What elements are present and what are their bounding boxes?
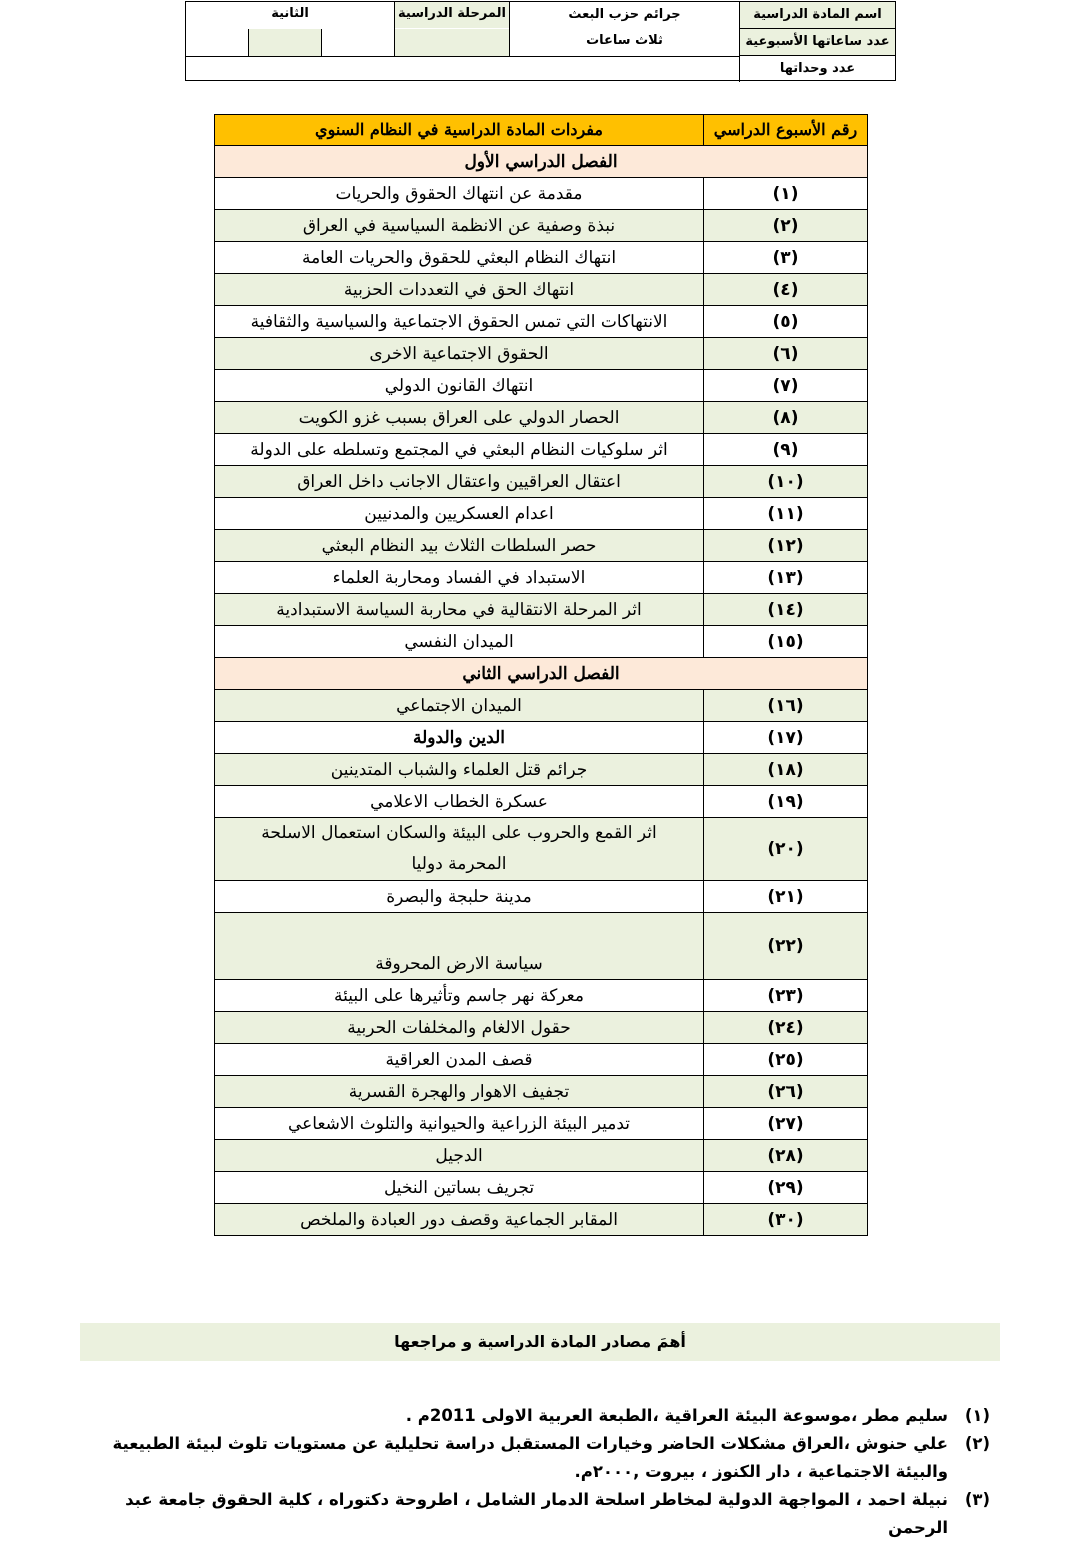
week-number: (١٣): [704, 562, 868, 594]
reference-number: (٣): [964, 1490, 990, 1509]
units-value: [249, 29, 321, 56]
week-number: (١٨): [704, 754, 868, 786]
week-number: (١٤): [704, 594, 868, 626]
week-number: (٧): [704, 370, 868, 402]
week-topic: تجريف بساتين النخيل: [215, 1172, 704, 1204]
week-column-header: رقم الأسبوع الدراسي: [704, 115, 868, 146]
week-topic: انتهاك القانون الدولي: [215, 370, 704, 402]
week-topic: اثر سلوكيات النظام البعثي في المجتمع وتسلطه على الدولة: [215, 434, 704, 466]
week-topic: اعتقال العراقيين واعتقال الاجانب داخل العراق: [215, 466, 704, 498]
week-number: (١): [704, 178, 868, 210]
week-topic: سياسة الارض المحروقة: [215, 913, 704, 980]
reference-item: [112, 1430, 990, 1486]
stage-label-fill: [395, 29, 509, 56]
reference-text: نبيلة احمد ، المواجهة الدولية لمخاطر اسلحة الدمار الشامل ، اطروحة دكتوراه ، كلية الحقوق جامعة عبد الرحمن: [125, 1490, 948, 1537]
reference-item: [112, 1402, 990, 1430]
week-topic: الانتهاكات التي تمس الحقوق الاجتماعية والسياسية والثقافية: [215, 306, 704, 338]
stage-label: المرحلة الدراسية: [395, 2, 509, 28]
week-topic: مقدمة عن انتهاك الحقوق والحريات: [215, 178, 704, 210]
week-topic: الاستبداد في الفساد ومحاربة العلماء: [215, 562, 704, 594]
week-number: (٢١): [704, 881, 868, 913]
week-topic: الحصار الدولي على العراق بسبب غزو الكويت: [215, 402, 704, 434]
week-topic: اثر القمع والحروب على البيئة والسكان استعمال الاسلحة المحرمة دوليا: [215, 818, 704, 881]
week-topic: عسكرة الخطاب الاعلامي: [215, 786, 704, 818]
week-topic: انتهاك الحق في التعددات الحزبية: [215, 274, 704, 306]
reference-text: علي حنوش ،العراق مشكلات الحاضر وخيارات المستقبل دراسة تحليلية عن مستويات تلوث لبيئة الطبيعية والبيئة الاجتماعية ، دار الكنوز ، بيروت ,٢٠٠٠م.: [112, 1434, 948, 1481]
week-topic: تجفيف الاهوار والهجرة القسرية: [215, 1076, 704, 1108]
week-number: (٢٣): [704, 980, 868, 1012]
course-name-label: اسم المادة الدراسية: [740, 2, 895, 28]
week-topic: تدمير البيئة الزراعية والحيوانية والتلوث الاشعاعي: [215, 1108, 704, 1140]
week-number: (١٩): [704, 786, 868, 818]
week-topic: اعدام العسكريين والمدنيين: [215, 498, 704, 530]
week-topic: الميدان النفسي: [215, 626, 704, 658]
reference-number: (١): [964, 1406, 990, 1425]
week-number: (١٥): [704, 626, 868, 658]
week-number: (٢٦): [704, 1076, 868, 1108]
week-number: (١٢): [704, 530, 868, 562]
week-topic: حصر السلطات الثلاث بيد النظام البعثي: [215, 530, 704, 562]
topics-column-header: مفردات المادة الدراسية في النظام السنوي: [215, 115, 704, 146]
reference-text: سليم مطر ،موسوعة البيئة العراقية ،الطبعة العربية الاولى 2011م .: [405, 1406, 948, 1425]
week-number: (٩): [704, 434, 868, 466]
week-number: (٢٢): [704, 913, 868, 980]
week-topic: المقابر الجماعية وقصف دور العبادة والملخص: [215, 1204, 704, 1236]
week-number: (٤): [704, 274, 868, 306]
week-number: (٣): [704, 242, 868, 274]
stage-value: الثانية: [271, 6, 309, 21]
week-topic: قصف المدن العراقية: [215, 1044, 704, 1076]
course-info-table: [185, 1, 896, 81]
week-topic: جرائم قتل العلماء والشباب المتدينين: [215, 754, 704, 786]
week-number: (٢٧): [704, 1108, 868, 1140]
week-number: (٣٠): [704, 1204, 868, 1236]
week-number: (٨): [704, 402, 868, 434]
weekly-hours-label: عدد ساعاتها الأسبوعية: [740, 29, 895, 55]
week-number: (١٧): [704, 722, 868, 754]
week-number: (٥): [704, 306, 868, 338]
week-number: (١١): [704, 498, 868, 530]
course-name-value: جرائم حزب البعث: [568, 7, 681, 22]
units-label: عدد وحداتها: [779, 61, 856, 76]
week-topic: الدين والدولة: [215, 722, 704, 754]
week-number: (١٦): [704, 690, 868, 722]
syllabus-table: [214, 114, 868, 1236]
week-topic: نبذة وصفية عن الانظمة السياسية في العراق: [215, 210, 704, 242]
week-number: (٢٥): [704, 1044, 868, 1076]
week-topic: الحقوق الاجتماعية الاخرى: [215, 338, 704, 370]
references-list: [112, 1402, 990, 1542]
week-topic: الدجيل: [215, 1140, 704, 1172]
semester-2-heading: الفصل الدراسي الثاني: [215, 658, 868, 690]
week-number: (٢): [704, 210, 868, 242]
week-topic: انتهاك النظام البعثي للحقوق والحريات العامة: [215, 242, 704, 274]
week-topic: مدينة حلبجة والبصرة: [215, 881, 704, 913]
week-topic: معركة نهر جاسم وتأثيرها على البيئة: [215, 980, 704, 1012]
week-number: (٢٤): [704, 1012, 868, 1044]
weekly-hours-value: ثلاث ساعات: [586, 33, 663, 48]
reference-number: (٢): [964, 1434, 990, 1453]
sources-heading: أهمَ مصادر المادة الدراسية و مراجعها: [80, 1323, 1000, 1361]
week-topic: الميدان الاجتماعي: [215, 690, 704, 722]
reference-item: [112, 1486, 990, 1542]
week-topic: حقول الالغام والمخلفات الحربية: [215, 1012, 704, 1044]
week-number: (٢٩): [704, 1172, 868, 1204]
week-topic: اثر المرحلة الانتقالية في محاربة السياسة الاستبدادية: [215, 594, 704, 626]
week-number: (٢٨): [704, 1140, 868, 1172]
week-number: (٦): [704, 338, 868, 370]
week-number: (١٠): [704, 466, 868, 498]
semester-1-heading: الفصل الدراسي الأول: [215, 146, 868, 178]
week-number: (٢٠): [704, 818, 868, 881]
